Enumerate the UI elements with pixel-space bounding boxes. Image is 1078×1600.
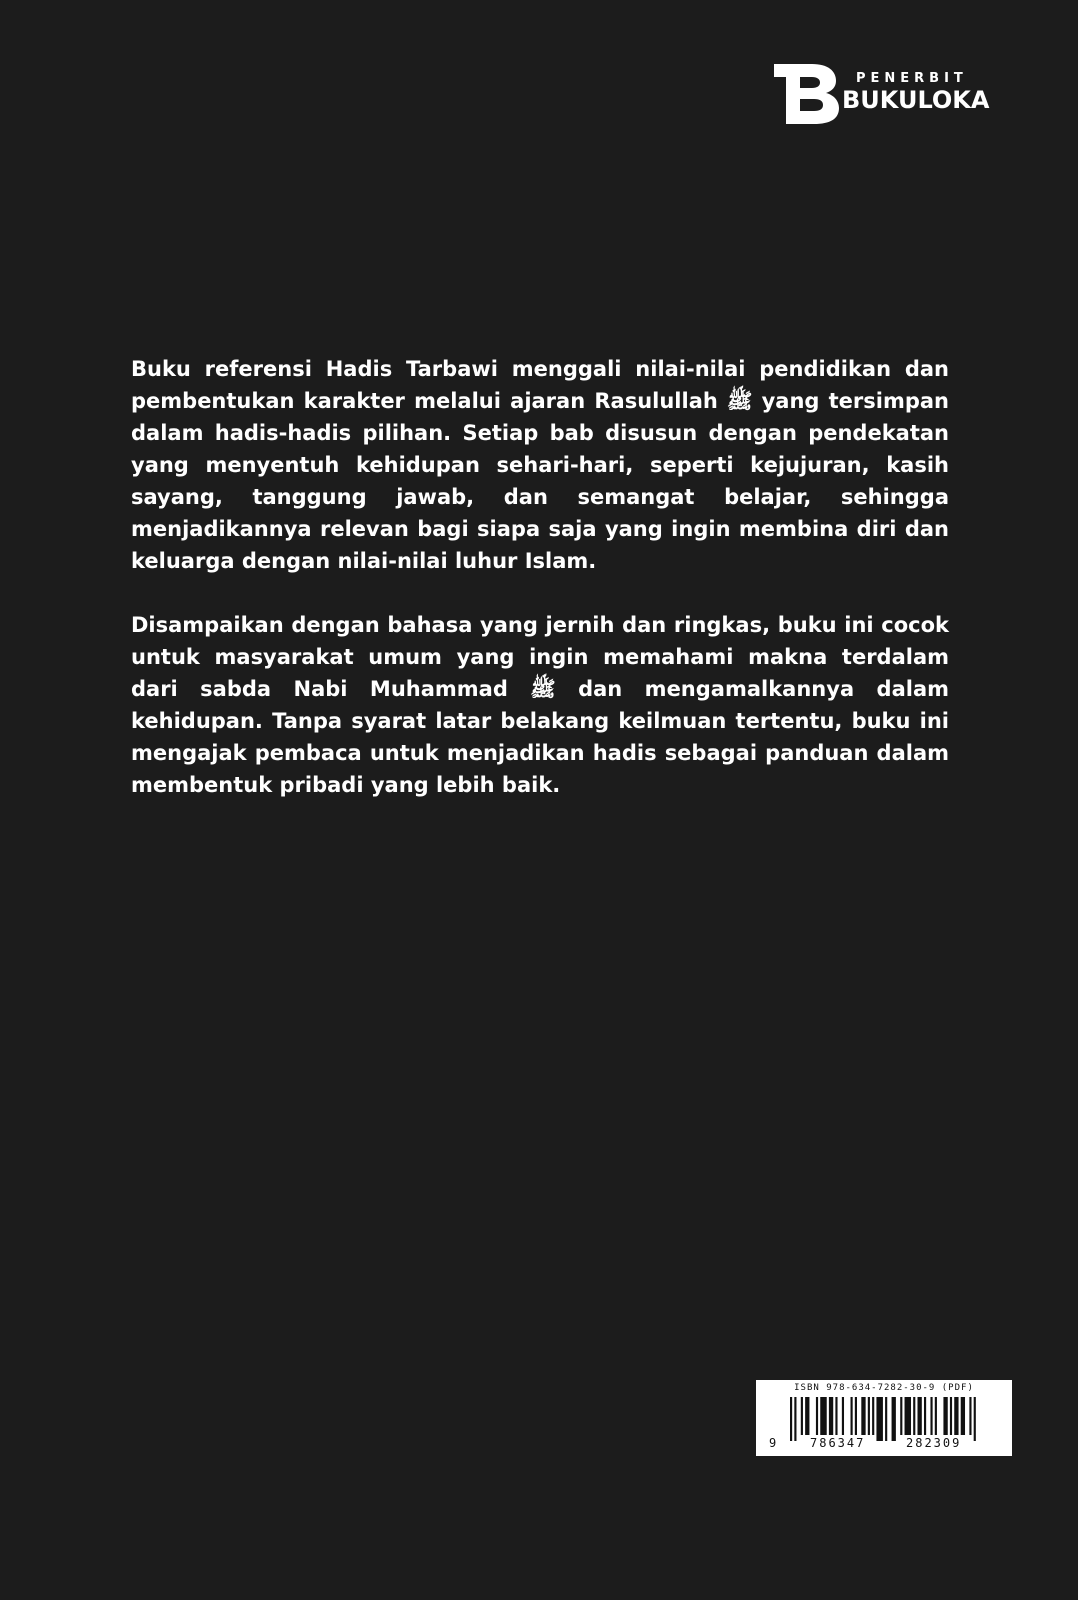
barcode-bar xyxy=(801,1397,803,1435)
barcode-bar xyxy=(876,1397,882,1441)
barcode-bar xyxy=(790,1397,792,1441)
barcode-bar xyxy=(794,1397,796,1441)
barcode-bar xyxy=(829,1397,833,1435)
barcode-bar xyxy=(805,1397,809,1435)
barcode-bar xyxy=(935,1397,937,1435)
barcode-bar xyxy=(950,1397,952,1435)
barcode-bar xyxy=(943,1397,947,1435)
barcode-bar xyxy=(900,1397,902,1435)
barcode-bar xyxy=(961,1397,965,1435)
barcode-bar xyxy=(868,1397,870,1435)
barcode-bar xyxy=(851,1397,853,1435)
barcode-bar xyxy=(917,1397,921,1435)
barcode-bar xyxy=(924,1397,926,1435)
barcode-bar xyxy=(974,1397,976,1441)
book-blurb xyxy=(131,353,949,833)
isbn-label: ISBN 978-634-7282-30-9 (PDF) xyxy=(794,1383,974,1393)
blurb-paragraph-2: Disampaikan dengan bahasa yang jernih dan ringkas, buku ini cocok untuk masyarakat umum yang ingin memahami makna terdalam dari sabda Nabi Muhammad ﷺ dan mengamalkannya dalam kehidupan. Tanpa syarat latar belakang keilmuan tertentu, buku ini mengajak pembaca untuk menjadikan hadis sebagai panduan dalam membentuk pribadi yang lebih baik. xyxy=(131,613,949,797)
barcode-digit-first: 9 xyxy=(769,1436,777,1450)
publisher-logo-mark xyxy=(772,64,840,124)
barcode-digits-left: 786347 xyxy=(810,1436,866,1450)
barcode-bar xyxy=(816,1397,818,1435)
barcode-digits-right: 282309 xyxy=(906,1436,962,1450)
barcode-bar xyxy=(930,1397,932,1435)
blurb-paragraph-1: Buku referensi Hadis Tarbawi menggali nilai-nilai pendidikan dan pembentukan karakter melalui ajaran Rasulullah ﷺ yang tersimpan dalam hadis-hadis pilihan. Setiap bab disusun dengan pendekatan yang menyentuh kehidupan sehari-hari, seperti kejujuran, kasih sayang, tanggung jawab, dan semangat belajar, sehingga menjadikannya relevan bagi siapa saja yang ingin membina diri dan keluarga dengan nilai-nilai luhur Islam. xyxy=(131,357,949,573)
barcode-bar xyxy=(820,1397,826,1435)
barcode-bar xyxy=(954,1397,958,1435)
barcode-bar xyxy=(872,1397,874,1435)
barcode-bars xyxy=(790,1397,980,1441)
publisher-logo xyxy=(772,64,1002,124)
barcode-bar xyxy=(913,1397,915,1435)
barcode-bar xyxy=(969,1397,971,1435)
barcode-bar xyxy=(861,1397,865,1435)
barcode-bar xyxy=(835,1397,837,1435)
isbn-barcode xyxy=(756,1380,1012,1456)
barcode-bar xyxy=(842,1397,844,1435)
barcode-bar xyxy=(905,1397,911,1435)
barcode-bar xyxy=(855,1397,857,1435)
publisher-label: PENERBIT xyxy=(856,71,968,86)
barcode-bar xyxy=(892,1397,896,1441)
barcode-bar xyxy=(885,1397,887,1441)
publisher-name: BUKULOKA xyxy=(842,86,990,114)
